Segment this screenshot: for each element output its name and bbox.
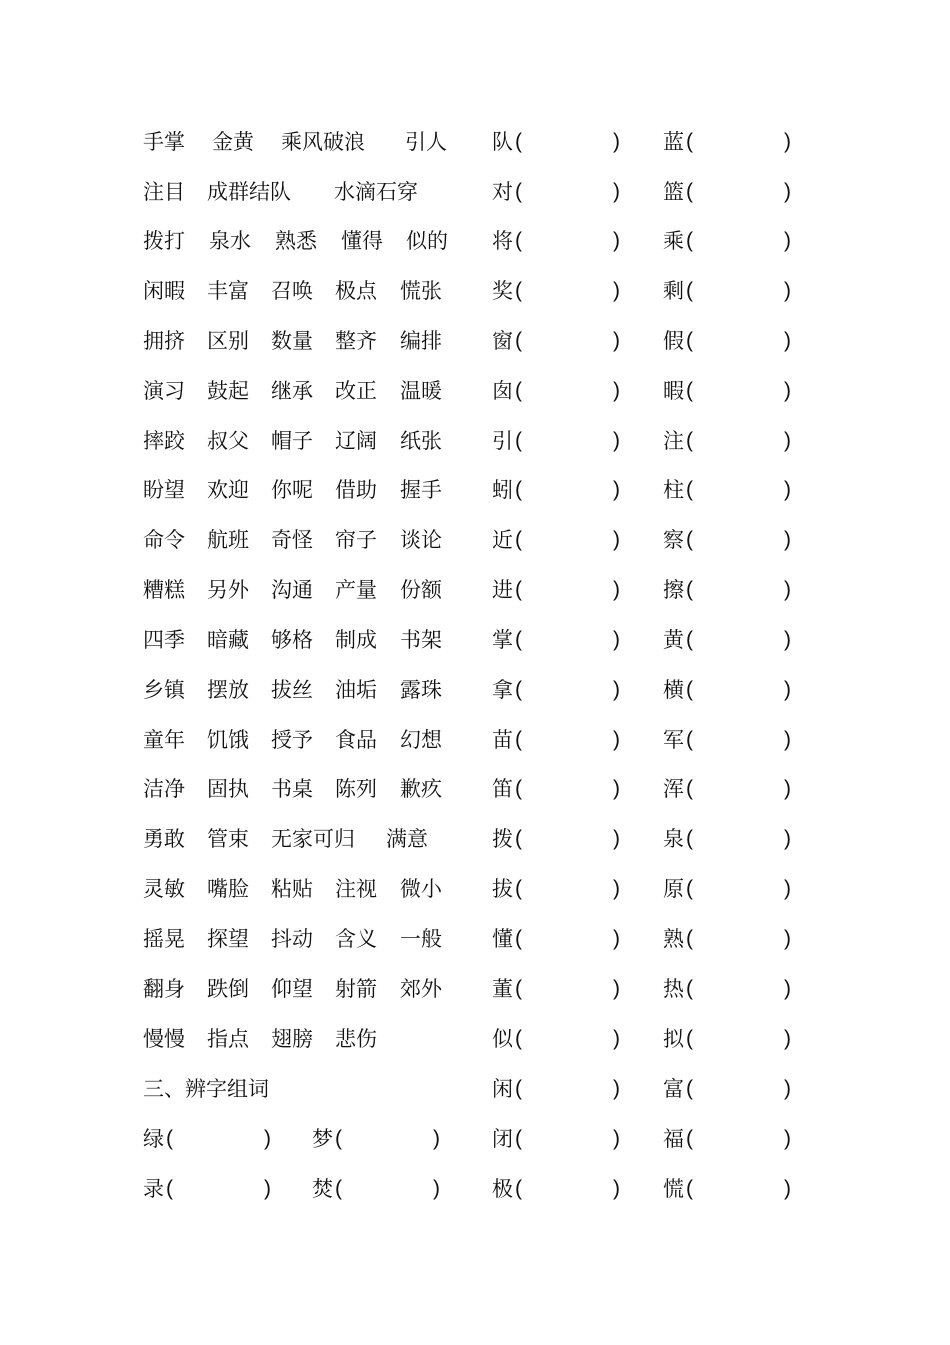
vocab-word: 跌倒 xyxy=(207,977,249,1001)
worksheet-row xyxy=(0,122,950,162)
close-paren: ) xyxy=(264,1127,271,1150)
vocab-word: 射箭 xyxy=(335,977,377,1001)
vocab-word: 召唤 xyxy=(271,279,313,303)
vocab-word: 握手 xyxy=(400,478,442,502)
open-paren: ( xyxy=(166,1127,173,1150)
vocab-word: 丰富 xyxy=(207,279,249,303)
open-paren: ( xyxy=(686,478,693,501)
open-paren: ( xyxy=(335,1127,342,1150)
vocab-word: 你呢 xyxy=(271,478,313,502)
close-paren: ) xyxy=(784,1177,791,1200)
open-paren: ( xyxy=(686,429,693,452)
close-paren: ) xyxy=(613,329,620,352)
vocab-word: 无家可归 xyxy=(271,827,355,851)
open-paren: ( xyxy=(515,379,522,402)
blank-char: 闭 xyxy=(492,1127,513,1151)
worksheet-row xyxy=(0,470,950,510)
vocab-word: 嘴脸 xyxy=(207,877,249,901)
close-paren: ) xyxy=(264,1177,271,1200)
close-paren: ) xyxy=(613,827,620,850)
vocab-word: 沟通 xyxy=(271,578,313,602)
blank-char: 泉 xyxy=(663,827,684,851)
blank-char: 熟 xyxy=(663,927,684,951)
vocab-word: 闲暇 xyxy=(143,279,185,303)
close-paren: ) xyxy=(613,379,620,402)
close-paren: ) xyxy=(433,1177,440,1200)
open-paren: ( xyxy=(686,1077,693,1100)
close-paren: ) xyxy=(613,728,620,751)
blank-char: 录 xyxy=(143,1177,164,1201)
vocab-word: 郊外 xyxy=(400,977,442,1001)
worksheet-row xyxy=(0,421,950,461)
vocab-word: 水滴石穿 xyxy=(334,180,418,204)
vocab-word: 探望 xyxy=(207,927,249,951)
vocab-word: 拔丝 xyxy=(271,678,313,702)
open-paren: ( xyxy=(686,528,693,551)
vocab-word: 编排 xyxy=(400,329,442,353)
blank-char: 董 xyxy=(492,977,513,1001)
vocab-word: 欢迎 xyxy=(207,478,249,502)
blank-char: 剩 xyxy=(663,279,684,303)
close-paren: ) xyxy=(613,429,620,452)
vocab-word: 制成 xyxy=(335,628,377,652)
worksheet-row xyxy=(0,321,950,361)
close-paren: ) xyxy=(784,528,791,551)
blank-char: 假 xyxy=(663,329,684,353)
blank-char: 闲 xyxy=(492,1077,513,1101)
open-paren: ( xyxy=(686,1027,693,1050)
worksheet-row xyxy=(0,1069,950,1109)
vocab-word: 乡镇 xyxy=(143,678,185,702)
blank-char: 原 xyxy=(663,877,684,901)
open-paren: ( xyxy=(515,927,522,950)
open-paren: ( xyxy=(515,1027,522,1050)
vocab-word: 摇晃 xyxy=(143,927,185,951)
blank-char: 极 xyxy=(492,1177,513,1201)
vocab-word: 引人 xyxy=(405,130,447,154)
close-paren: ) xyxy=(613,229,620,252)
close-paren: ) xyxy=(784,877,791,900)
blank-char: 焚 xyxy=(312,1177,333,1201)
open-paren: ( xyxy=(515,429,522,452)
vocab-word: 粘贴 xyxy=(271,877,313,901)
blank-char: 蚓 xyxy=(492,478,513,502)
close-paren: ) xyxy=(784,478,791,501)
vocab-word: 成群结队 xyxy=(207,180,291,204)
open-paren: ( xyxy=(515,678,522,701)
close-paren: ) xyxy=(784,578,791,601)
vocab-word: 帽子 xyxy=(271,429,313,453)
open-paren: ( xyxy=(515,728,522,751)
blank-char: 拨 xyxy=(492,827,513,851)
vocab-word: 温暖 xyxy=(400,379,442,403)
vocab-word: 借助 xyxy=(335,478,377,502)
vocab-word: 鼓起 xyxy=(207,379,249,403)
blank-char: 蓝 xyxy=(663,130,684,154)
blank-char: 拟 xyxy=(663,1027,684,1051)
open-paren: ( xyxy=(686,379,693,402)
blank-char: 注 xyxy=(663,429,684,453)
vocab-word: 整齐 xyxy=(335,329,377,353)
close-paren: ) xyxy=(784,429,791,452)
open-paren: ( xyxy=(515,977,522,1000)
open-paren: ( xyxy=(686,678,693,701)
vocab-word: 似的 xyxy=(406,229,448,253)
blank-char: 擦 xyxy=(663,578,684,602)
vocab-word: 摔跤 xyxy=(143,429,185,453)
vocab-word: 盼望 xyxy=(143,478,185,502)
close-paren: ) xyxy=(784,279,791,302)
vocab-word: 暗藏 xyxy=(207,628,249,652)
vocab-word: 够格 xyxy=(271,628,313,652)
close-paren: ) xyxy=(784,927,791,950)
vocab-word: 翅膀 xyxy=(271,1027,313,1051)
close-paren: ) xyxy=(784,329,791,352)
close-paren: ) xyxy=(784,229,791,252)
vocab-word: 书架 xyxy=(400,628,442,652)
vocab-word: 授予 xyxy=(271,728,313,752)
open-paren: ( xyxy=(686,728,693,751)
vocab-word: 乘风破浪 xyxy=(281,130,365,154)
close-paren: ) xyxy=(613,180,620,203)
vocab-word: 一般 xyxy=(400,927,442,951)
worksheet-row xyxy=(0,769,950,809)
open-paren: ( xyxy=(515,827,522,850)
close-paren: ) xyxy=(784,1077,791,1100)
vocab-word: 四季 xyxy=(143,628,185,652)
vocab-word: 翻身 xyxy=(143,977,185,1001)
worksheet-row xyxy=(0,670,950,710)
vocab-word: 童年 xyxy=(143,728,185,752)
open-paren: ( xyxy=(515,180,522,203)
open-paren: ( xyxy=(515,877,522,900)
vocab-word: 拥挤 xyxy=(143,329,185,353)
blank-char: 窗 xyxy=(492,329,513,353)
vocab-word: 勇敢 xyxy=(143,827,185,851)
vocab-word: 区别 xyxy=(207,329,249,353)
vocab-word: 数量 xyxy=(271,329,313,353)
open-paren: ( xyxy=(335,1177,342,1200)
vocab-word: 露珠 xyxy=(400,678,442,702)
blank-char: 暇 xyxy=(663,379,684,403)
vocab-word: 拨打 xyxy=(143,229,185,253)
worksheet-row xyxy=(0,969,950,1009)
vocab-word: 含义 xyxy=(335,927,377,951)
vocab-word: 饥饿 xyxy=(207,728,249,752)
vocab-word: 陈列 xyxy=(335,777,377,801)
open-paren: ( xyxy=(686,329,693,352)
section-heading: 三、辨字组词 xyxy=(143,1077,269,1101)
vocab-word: 改正 xyxy=(335,379,377,403)
close-paren: ) xyxy=(784,1127,791,1150)
blank-char: 篮 xyxy=(663,180,684,204)
worksheet-row xyxy=(0,919,950,959)
blank-char: 黄 xyxy=(663,628,684,652)
close-paren: ) xyxy=(433,1127,440,1150)
close-paren: ) xyxy=(784,977,791,1000)
close-paren: ) xyxy=(784,130,791,153)
close-paren: ) xyxy=(613,528,620,551)
vocab-word: 幻想 xyxy=(400,728,442,752)
close-paren: ) xyxy=(613,877,620,900)
close-paren: ) xyxy=(784,628,791,651)
blank-char: 对 xyxy=(492,180,513,204)
vocab-word: 微小 xyxy=(400,877,442,901)
close-paren: ) xyxy=(613,628,620,651)
close-paren: ) xyxy=(613,130,620,153)
close-paren: ) xyxy=(613,678,620,701)
open-paren: ( xyxy=(686,877,693,900)
vocab-word: 辽阔 xyxy=(335,429,377,453)
blank-char: 福 xyxy=(663,1127,684,1151)
vocab-word: 固执 xyxy=(207,777,249,801)
vocab-word: 指点 xyxy=(207,1027,249,1051)
open-paren: ( xyxy=(166,1177,173,1200)
vocab-word: 纸张 xyxy=(400,429,442,453)
blank-char: 拔 xyxy=(492,877,513,901)
close-paren: ) xyxy=(784,728,791,751)
open-paren: ( xyxy=(686,180,693,203)
vocab-word: 航班 xyxy=(207,528,249,552)
close-paren: ) xyxy=(613,1127,620,1150)
blank-char: 掌 xyxy=(492,628,513,652)
blank-char: 拿 xyxy=(492,678,513,702)
vocab-word: 谈论 xyxy=(400,528,442,552)
worksheet-row xyxy=(0,1119,950,1159)
close-paren: ) xyxy=(613,927,620,950)
blank-char: 察 xyxy=(663,528,684,552)
vocab-word: 金黄 xyxy=(212,130,254,154)
worksheet-row xyxy=(0,570,950,610)
vocab-word: 叔父 xyxy=(207,429,249,453)
vocab-word: 极点 xyxy=(335,279,377,303)
open-paren: ( xyxy=(686,1127,693,1150)
blank-char: 囱 xyxy=(492,379,513,403)
vocab-word: 命令 xyxy=(143,528,185,552)
vocab-word: 注视 xyxy=(335,877,377,901)
worksheet-row xyxy=(0,221,950,261)
open-paren: ( xyxy=(515,1077,522,1100)
close-paren: ) xyxy=(613,1077,620,1100)
vocab-word: 奇怪 xyxy=(271,528,313,552)
blank-char: 乘 xyxy=(663,229,684,253)
vocab-word: 抖动 xyxy=(271,927,313,951)
blank-char: 似 xyxy=(492,1027,513,1051)
worksheet-row xyxy=(0,1019,950,1059)
open-paren: ( xyxy=(686,578,693,601)
open-paren: ( xyxy=(515,528,522,551)
close-paren: ) xyxy=(613,1177,620,1200)
worksheet-row xyxy=(0,520,950,560)
close-paren: ) xyxy=(784,1027,791,1050)
vocab-word: 满意 xyxy=(386,827,428,851)
vocab-word: 仰望 xyxy=(271,977,313,1001)
open-paren: ( xyxy=(686,279,693,302)
vocab-word: 洁净 xyxy=(143,777,185,801)
open-paren: ( xyxy=(686,977,693,1000)
blank-char: 梦 xyxy=(312,1127,333,1151)
vocab-word: 悲伤 xyxy=(335,1027,377,1051)
vocab-word: 手掌 xyxy=(143,130,185,154)
open-paren: ( xyxy=(686,229,693,252)
close-paren: ) xyxy=(784,180,791,203)
vocab-word: 糟糕 xyxy=(143,578,185,602)
vocab-word: 歉疚 xyxy=(400,777,442,801)
vocab-word: 帘子 xyxy=(335,528,377,552)
open-paren: ( xyxy=(515,329,522,352)
open-paren: ( xyxy=(515,279,522,302)
open-paren: ( xyxy=(686,1177,693,1200)
blank-char: 将 xyxy=(492,229,513,253)
worksheet-row xyxy=(0,620,950,660)
blank-char: 懂 xyxy=(492,927,513,951)
close-paren: ) xyxy=(784,777,791,800)
open-paren: ( xyxy=(515,130,522,153)
open-paren: ( xyxy=(686,927,693,950)
vocab-word: 演习 xyxy=(143,379,185,403)
blank-char: 队 xyxy=(492,130,513,154)
vocab-word: 慢慢 xyxy=(143,1027,185,1051)
blank-char: 苗 xyxy=(492,728,513,752)
vocab-word: 熟悉 xyxy=(275,229,317,253)
open-paren: ( xyxy=(515,1127,522,1150)
blank-char: 富 xyxy=(663,1077,684,1101)
worksheet-row xyxy=(0,371,950,411)
close-paren: ) xyxy=(613,478,620,501)
blank-char: 引 xyxy=(492,429,513,453)
blank-char: 慌 xyxy=(663,1177,684,1201)
vocab-word: 产量 xyxy=(335,578,377,602)
vocab-word: 摆放 xyxy=(207,678,249,702)
open-paren: ( xyxy=(515,1177,522,1200)
open-paren: ( xyxy=(515,229,522,252)
close-paren: ) xyxy=(613,279,620,302)
vocab-word: 油垢 xyxy=(335,678,377,702)
blank-char: 绿 xyxy=(143,1127,164,1151)
blank-char: 浑 xyxy=(663,777,684,801)
vocab-word: 灵敏 xyxy=(143,877,185,901)
open-paren: ( xyxy=(686,130,693,153)
close-paren: ) xyxy=(613,777,620,800)
blank-char: 柱 xyxy=(663,478,684,502)
vocab-word: 另外 xyxy=(207,578,249,602)
worksheet-row xyxy=(0,172,950,212)
blank-char: 进 xyxy=(492,578,513,602)
worksheet-row xyxy=(0,1169,950,1209)
close-paren: ) xyxy=(613,1027,620,1050)
blank-char: 奖 xyxy=(492,279,513,303)
vocab-word: 继承 xyxy=(271,379,313,403)
blank-char: 笛 xyxy=(492,777,513,801)
vocab-word: 泉水 xyxy=(209,229,251,253)
close-paren: ) xyxy=(784,827,791,850)
worksheet-row xyxy=(0,869,950,909)
open-paren: ( xyxy=(686,628,693,651)
vocab-word: 食品 xyxy=(335,728,377,752)
close-paren: ) xyxy=(784,678,791,701)
vocab-word: 慌张 xyxy=(400,279,442,303)
open-paren: ( xyxy=(515,777,522,800)
open-paren: ( xyxy=(686,827,693,850)
open-paren: ( xyxy=(515,578,522,601)
open-paren: ( xyxy=(515,478,522,501)
blank-char: 横 xyxy=(663,678,684,702)
blank-char: 军 xyxy=(663,728,684,752)
blank-char: 近 xyxy=(492,528,513,552)
worksheet-row xyxy=(0,720,950,760)
worksheet-row xyxy=(0,271,950,311)
close-paren: ) xyxy=(784,379,791,402)
close-paren: ) xyxy=(613,578,620,601)
worksheet-row xyxy=(0,819,950,859)
vocab-word: 份额 xyxy=(400,578,442,602)
vocab-word: 注目 xyxy=(143,180,185,204)
vocab-word: 书桌 xyxy=(271,777,313,801)
vocab-word: 懂得 xyxy=(341,229,383,253)
open-paren: ( xyxy=(515,628,522,651)
blank-char: 热 xyxy=(663,977,684,1001)
vocab-word: 管束 xyxy=(207,827,249,851)
close-paren: ) xyxy=(613,977,620,1000)
open-paren: ( xyxy=(686,777,693,800)
